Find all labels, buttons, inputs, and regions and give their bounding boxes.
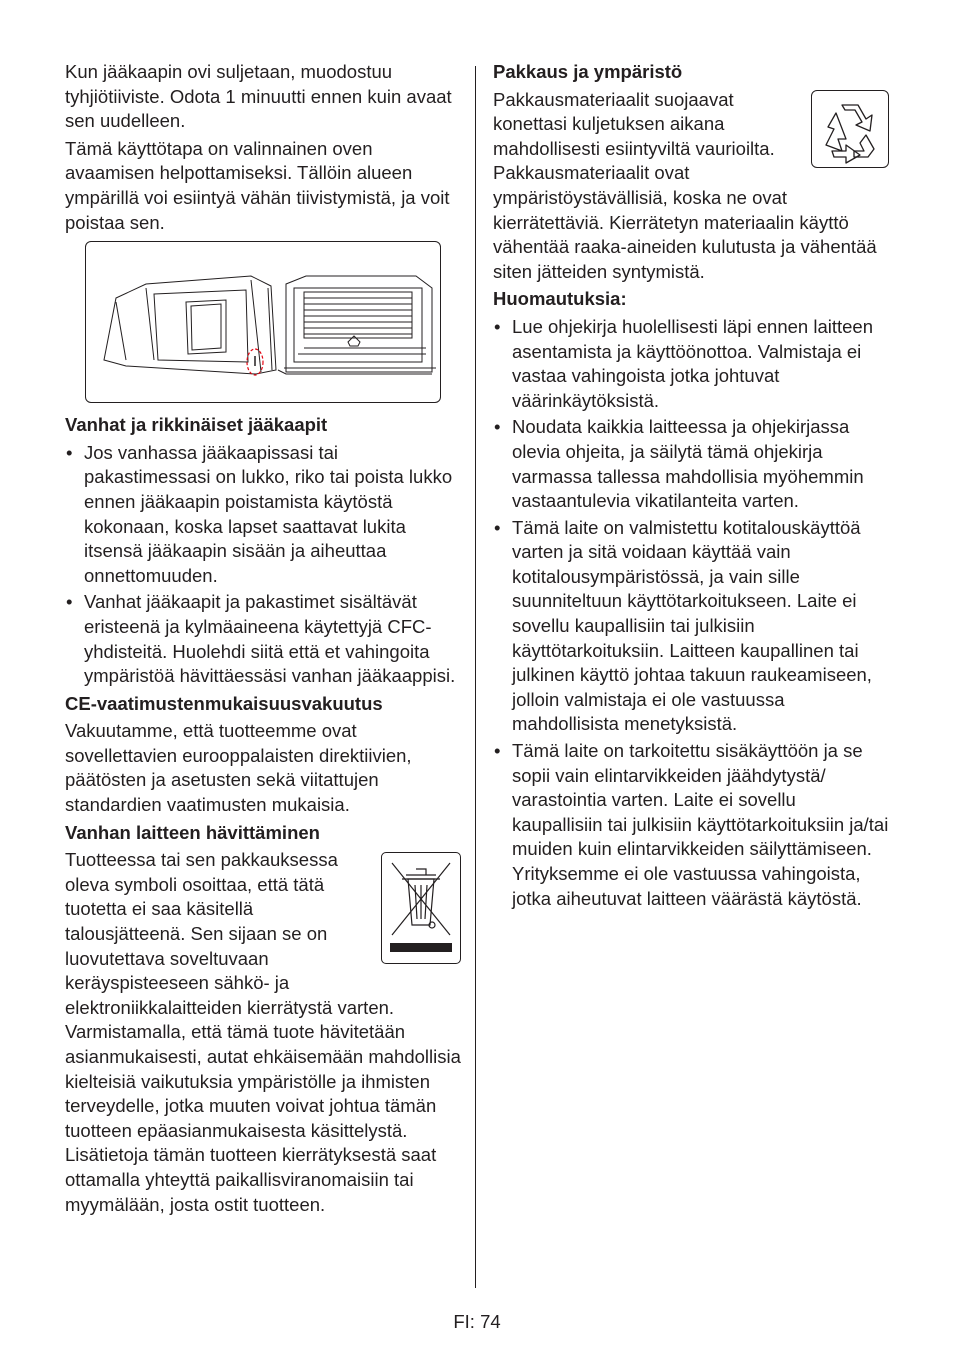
old-fridges-list	[65, 441, 463, 689]
disposal-heading: Vanhan laitteen hävittäminen	[65, 821, 320, 843]
intro-paragraph-2: Tämä käyttötapa on valinnainen oven avaamisen helpottamiseksi. Tällöin alueen ympärillä voi esiintyä vähän tiivistymistä, ja voit poistaa sen.	[65, 137, 450, 233]
notes-list	[493, 315, 891, 911]
list-item: • Tämä laite on valmistettu kotitalouskäyttöä varten ja sitä voidaan käyttää vain kotitalousympäristössä, ja vain sille suunniteltuun käyttötarkoitukseen. Laite ei sovellu kaupallisiin tai julkisiin käyttötarkoituksiin. Laitteen kaupallinen tai julkinen käyttö johtaa takuun raukeamiseen, jolloin valmistaja ei ole vastuussa mahdollisista menetyksistä.	[493, 516, 891, 737]
list-item: • Lue ohjekirja huolellisesti läpi ennen laitteen asentamista ja käyttöönottoa. Valmistaja ei vastaa vahingoista jotka johtuvat väärinkäytöksistä.	[493, 315, 891, 413]
ce-heading: CE-vaatimustenmukaisuusvakuutus	[65, 692, 383, 714]
list-item: • Noudata kaikkia laitteessa ja ohjekirjassa olevia ohjeita, ja säilytä tämä ohjekirja varmassa tallessa mahdollisia myöhemmin vastaantulevia vikatilanteita varten.	[493, 415, 891, 513]
packaging-text: Pakkausmateriaalit suojaavat konettasi kuljetuksen aikana mahdollisesti esiintyviltä vaurioilta. Pakkausmateriaalit ovat ympäristöystävällisiä, koska ne ovat kierrätettäviä. Kierrätetyn materiaalin käyttö vähentää raaka-aineiden kulutusta ja vähentää siten jätteiden syntymistä.	[493, 88, 877, 282]
left-column	[65, 60, 463, 1220]
recycle-icon	[811, 90, 889, 168]
crossed-out-wheelie-bin-icon	[381, 852, 461, 964]
notes-heading: Huomautuksia:	[493, 288, 627, 310]
right-column	[493, 60, 891, 914]
old-fridges-heading: Vanhat ja rikkinäiset jääkaapit	[65, 414, 328, 436]
list-item: • Vanhat jääkaapit ja pakastimet sisältävät eristeenä ja kylmäaineena käytettyjä CFC-yhdisteitä. Huolehdi siitä että et vahingoita ympäristöä hävittäessäsi vanhan jääkaappisi.	[65, 590, 463, 688]
list-item: • Jos vanhassa jääkaapissasi tai pakastimessasi on lukko, riko tai poista lukko ennen jääkaapin poistamista käytöstä kokonaan, koska lapset saattavat lukita itsensä jääkaapin sisään ja aiheuttaa onnettomuuden.	[65, 441, 463, 589]
packaging-heading: Pakkaus ja ympäristö	[493, 61, 683, 82]
column-divider	[475, 66, 476, 1288]
page-number: FI: 74	[453, 1311, 501, 1332]
intro-paragraph-1: Kun jääkaapin ovi suljetaan, muodostuu tyhjiötiiviste. Odota 1 minuutti ennen kuin avaat sen uudelleen.	[65, 61, 452, 132]
ce-text: Vakuutamme, että tuotteemme ovat sovellettavien eurooppalaisten direktiivien, päätösten ja asetusten sekä viitattujen standardien vaatimusten mukaisia.	[65, 720, 412, 816]
list-item: • Tämä laite on tarkoitettu sisäkäyttöön ja se sopii vain elintarvikkeiden jäähdytystä/ varastointia varten. Laite ei sovellu kaupallisiin tai julkisiin käyttötarkoituksiin ja/tai muiden kuin elintarvikkeiden säilyttämiseen. Yrityksemme ei ole vastuussa vahingoista, jotka aiheutuvat laitteen väärästä käytöstä.	[493, 739, 891, 911]
disposal-text: Tuotteessa tai sen pakkauksessa oleva symboli osoittaa, että tätä tuotetta ei saa käsitellä talousjätteenä. Sen sijaan se on luovutettava soveltuvaan keräyspisteeseen sähkö- ja elektroniikkalaitteiden kierrätystä varten. Varmistamalla, että tämä tuote hävitetään asianmukaisesti, autat ehkäisemään mahdollisia kielteisiä vaikutuksia ympäristölle ja ihmisten terveydelle, jotka muuten voivat johtua tämän tuotteen epäasianmukaisesta käsittelystä. Lisätietoja tämän tuotteen kierrätyksestä saat ottamalla yhteyttä paikallisviranomaisiin tai myymälään, josta ostit tuotteen.	[65, 849, 461, 1215]
fridge-door-illustration	[85, 241, 441, 403]
